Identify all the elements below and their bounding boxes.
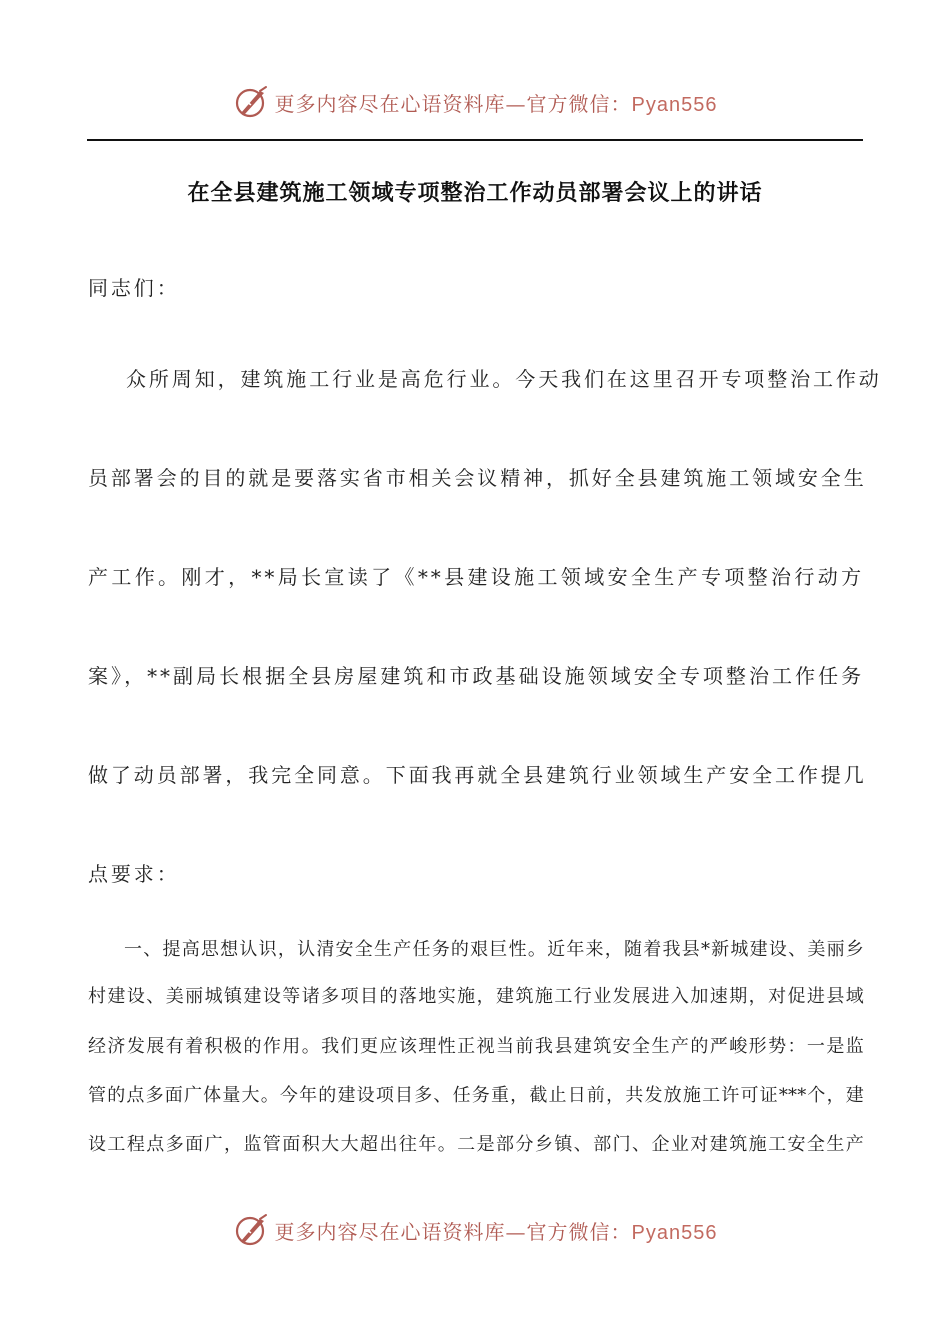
paragraph-line: 员部署会的目的就是要落实省市相关会议精神，抓好全县建筑施工领域安全生 xyxy=(88,466,867,490)
quill-pen-icon xyxy=(233,84,269,120)
header-watermark xyxy=(0,80,950,124)
paragraph-line: 点要求： xyxy=(88,862,180,886)
section-line: 设工程点多面广，监管面积大大超出往年。二是部分乡镇、部门、企业对建筑施工安全生产 xyxy=(88,1134,864,1155)
quill-pen-icon xyxy=(233,1212,269,1248)
paragraph-line: 做了动员部署，我完全同意。下面我再就全县建筑行业领域生产安全工作提几 xyxy=(88,763,867,787)
watermark-text: 更多内容尽在心语资料库—官方微信：Pyan556 xyxy=(274,1219,718,1244)
watermark-text: 更多内容尽在心语资料库—官方微信：Pyan556 xyxy=(274,91,718,116)
header-divider xyxy=(87,139,863,141)
section-line: 一、提高思想认识，认清安全生产任务的艰巨性。近年来，随着我县*新城建设、美丽乡 xyxy=(124,939,864,960)
paragraph-line: 众所周知，建筑施工行业是高危行业。今天我们在这里召开专项整治工作动 xyxy=(126,367,882,391)
paragraph-line: 案》，**副局长根据全县房屋建筑和市政基础设施领域安全专项整治工作任务 xyxy=(88,664,864,688)
document-title: 在全县建筑施工领域专项整治工作动员部署会议上的讲话 xyxy=(187,180,763,206)
paragraph-line: 产工作。刚才，**局长宣读了《**县建设施工领域安全生产专项整治行动方 xyxy=(88,565,864,589)
section-line: 经济发展有着积极的作用。我们更应该理性正视当前我县建筑安全生产的严峻形势：一是监 xyxy=(88,1036,864,1057)
section-line: 村建设、美丽城镇建设等诸多项目的落地实施，建筑施工行业发展进入加速期，对促进县域 xyxy=(88,986,864,1007)
section-line: 管的点多面广体量大。今年的建设项目多、任务重，截止日前，共发放施工许可证***个，建 xyxy=(88,1085,864,1106)
footer-watermark xyxy=(0,1208,950,1252)
greeting: 同志们： xyxy=(88,276,180,300)
